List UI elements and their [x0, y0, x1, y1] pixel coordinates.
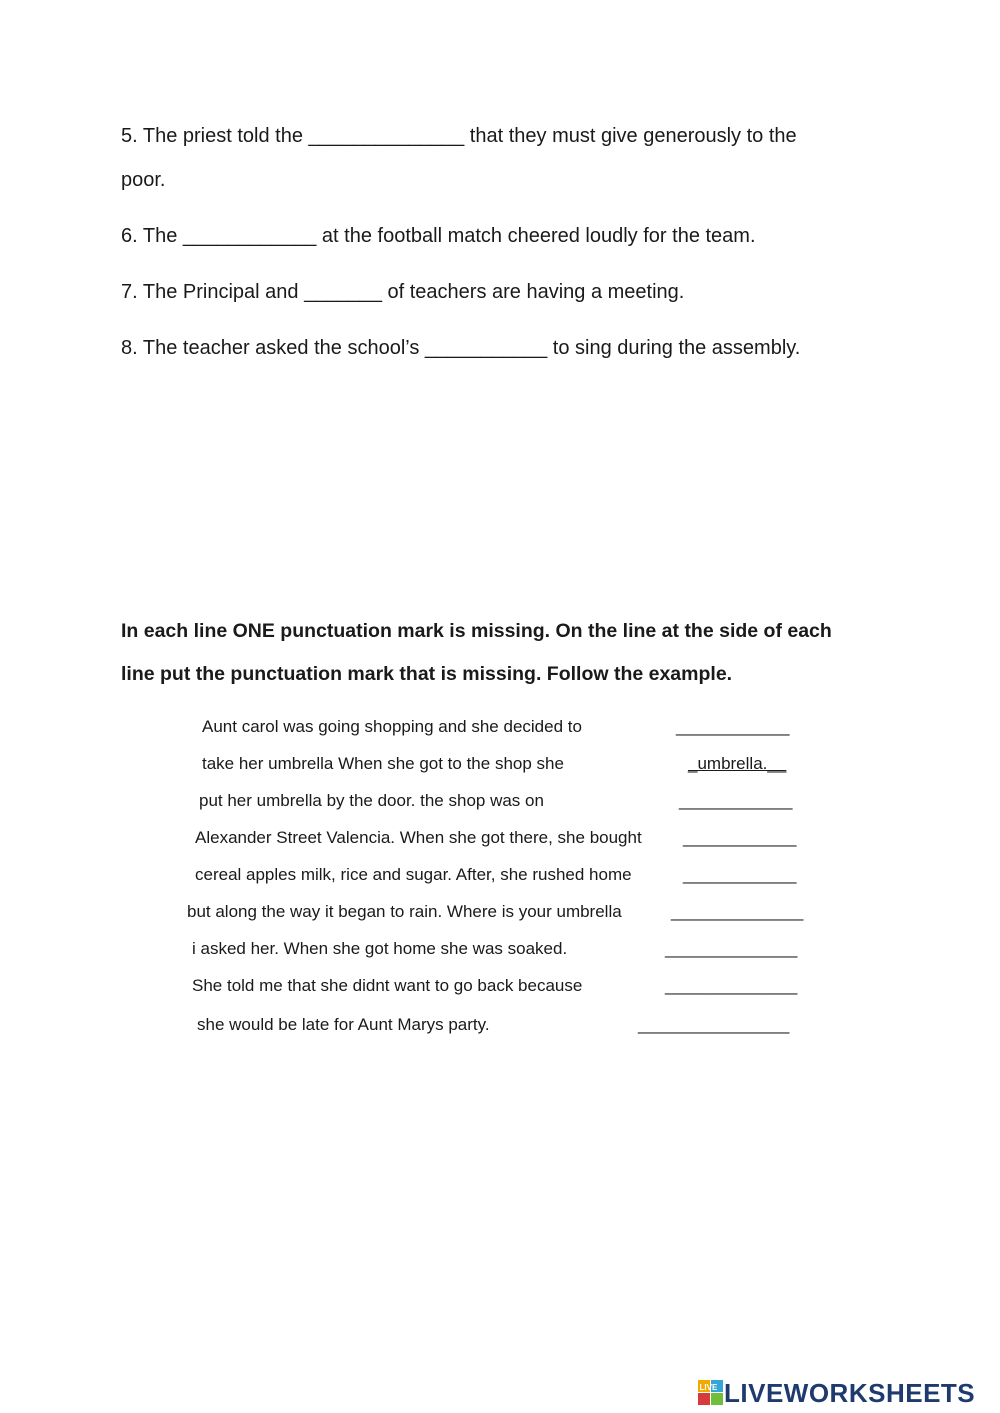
answer-blank-6[interactable]: ______________: [671, 902, 804, 921]
passage-line-7: i asked her. When she got home she was soaked.: [192, 939, 568, 958]
answer-blank-3[interactable]: ____________: [679, 791, 793, 810]
question-7: 7. The Principal and _______ of teachers are having a meeting.: [121, 281, 685, 303]
svg-text:LIVE: LIVE: [699, 1383, 718, 1392]
answer-blank-5[interactable]: ____________: [683, 865, 797, 884]
question-5-line-1: 5. The priest told the ______________ that they must give generously to the: [121, 125, 797, 147]
answer-blank-4[interactable]: ____________: [683, 828, 797, 847]
instruction-line-2: line put the punctuation mark that is missing. Follow the example.: [121, 663, 733, 685]
passage-line-3: put her umbrella by the door. the shop was on: [199, 791, 544, 810]
passage-line-1: Aunt carol was going shopping and she decided to: [202, 717, 582, 736]
liveworksheets-wordmark: LIVEWORKSHEETS: [724, 1377, 976, 1408]
passage-line-6: but along the way it began to rain. Where is your umbrella: [187, 902, 622, 921]
passage-line-9: she would be late for Aunt Marys party.: [197, 1015, 490, 1034]
liveworksheets-logo: [698, 1378, 975, 1408]
answer-blank-8[interactable]: ______________: [665, 976, 798, 995]
passage-line-5: cereal apples milk, rice and sugar. After, she rushed home: [195, 865, 632, 884]
question-8: 8. The teacher asked the school’s ___________ to sing during the assembly.: [121, 337, 801, 359]
passage-line-4: Alexander Street Valencia. When she got there, she bought: [195, 828, 642, 847]
passage-line-2: take her umbrella When she got to the shop she: [202, 754, 564, 773]
instruction-line-1: In each line ONE punctuation mark is missing. On the line at the side of each: [121, 620, 832, 642]
answer-blank-7[interactable]: ______________: [665, 939, 798, 958]
passage-line-8: She told me that she didnt want to go back because: [192, 976, 583, 995]
liveworksheets-badge-icon: [698, 1380, 724, 1406]
answer-blank-1[interactable]: ____________: [676, 717, 790, 736]
question-5-line-2: poor.: [121, 169, 166, 191]
answer-example: _umbrella.__: [688, 754, 787, 773]
question-6: 6. The ____________ at the football match cheered loudly for the team.: [121, 225, 756, 247]
answer-blank-9[interactable]: ________________: [638, 1015, 790, 1034]
